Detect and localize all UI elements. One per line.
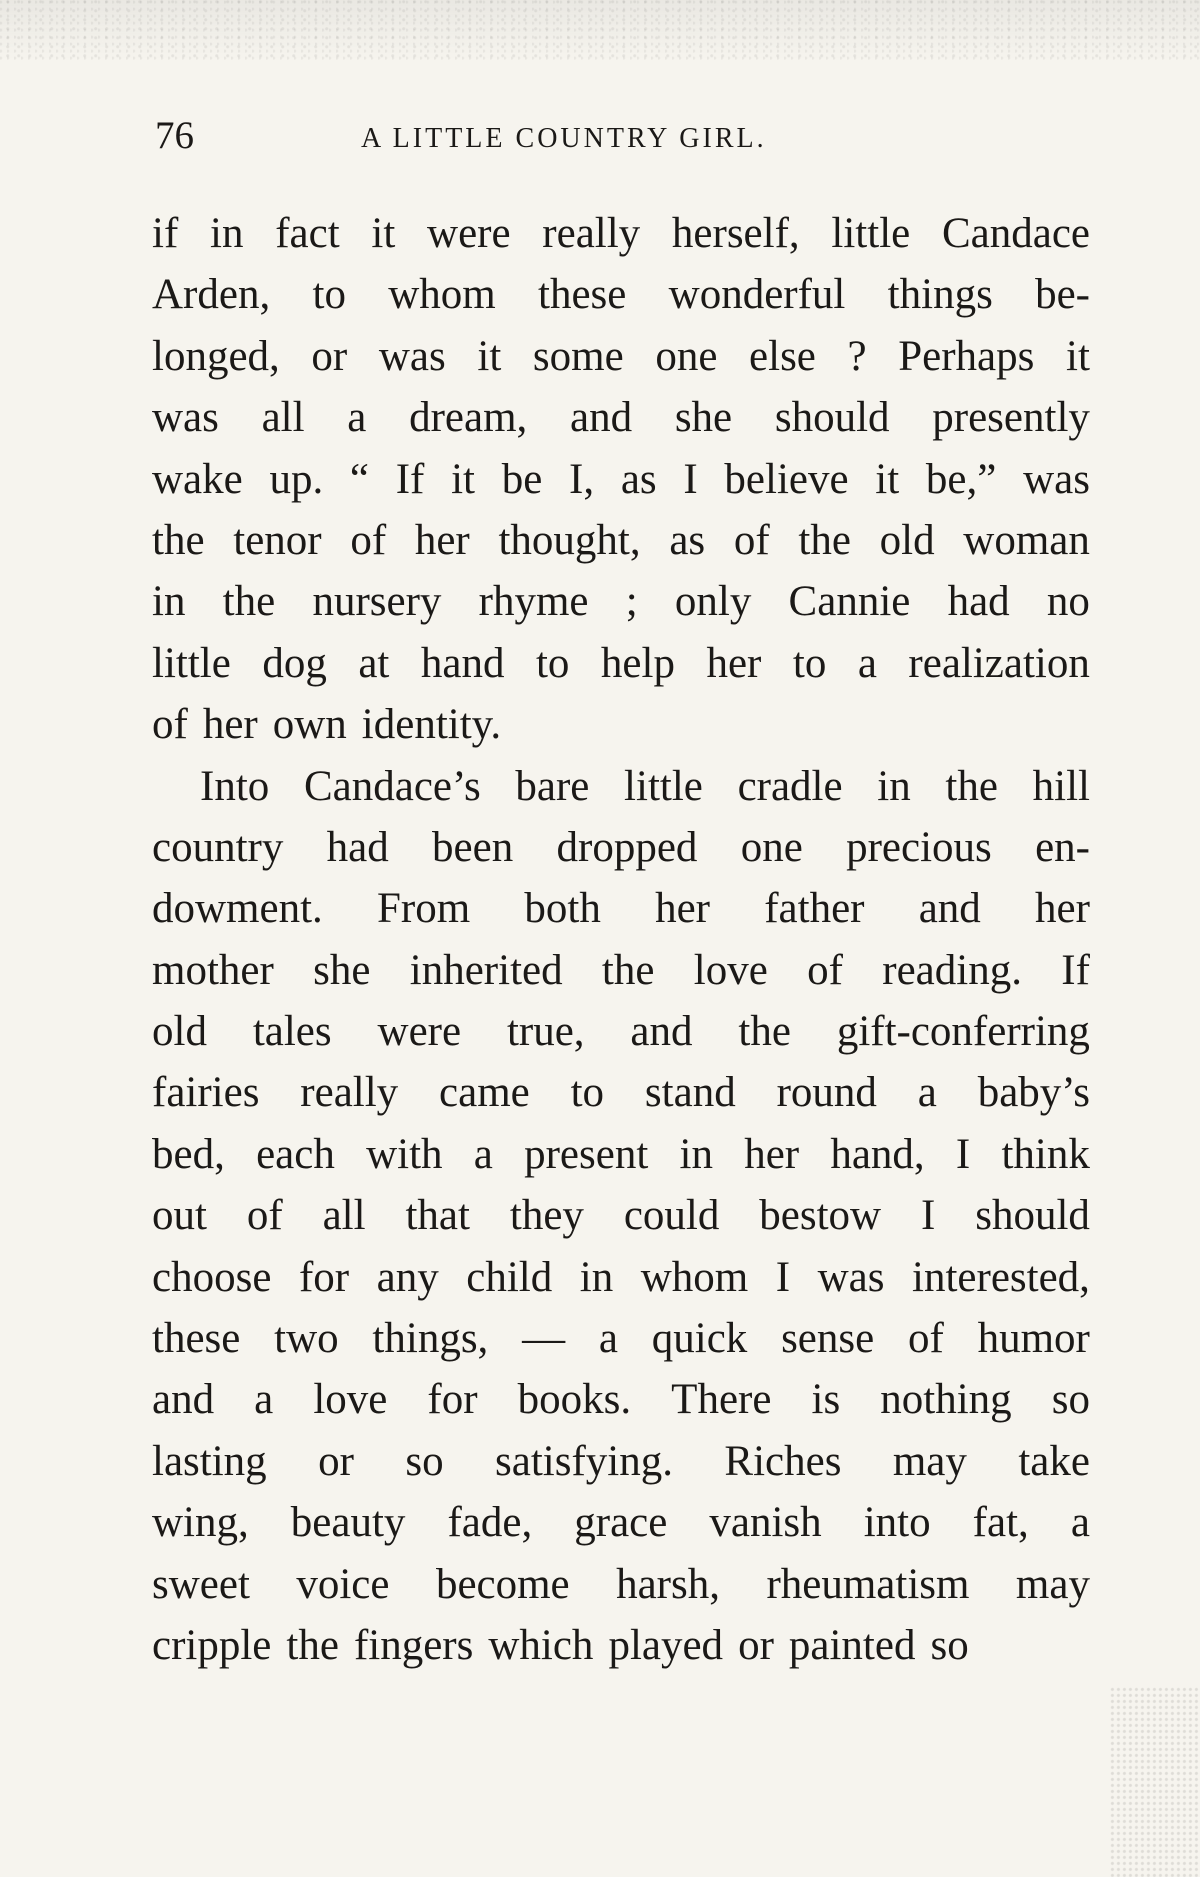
text-line <box>152 387 1090 448</box>
word: to <box>312 271 346 319</box>
word: or <box>738 1621 774 1669</box>
word: identity. <box>361 701 502 749</box>
word: with <box>366 1130 443 1178</box>
text-line <box>152 1062 1090 1123</box>
word: had <box>326 823 389 871</box>
word: wing, <box>152 1499 249 1547</box>
word: a <box>347 394 367 442</box>
word: be <box>501 455 543 503</box>
word: should <box>774 394 890 442</box>
word: help <box>600 639 675 687</box>
word: played <box>608 1621 724 1669</box>
word: own <box>272 701 347 749</box>
word: or <box>311 332 348 380</box>
word: ? <box>847 332 867 380</box>
word: be,” <box>925 455 997 503</box>
word: nursery <box>312 578 442 626</box>
word: fact <box>275 210 340 257</box>
word: Into <box>200 762 270 810</box>
word: all <box>261 394 305 442</box>
text-line <box>152 694 1090 755</box>
word: two <box>274 1315 339 1363</box>
word: to <box>570 1069 605 1117</box>
word: quick <box>651 1315 748 1363</box>
word: it <box>451 455 475 503</box>
word: “ <box>349 455 370 503</box>
word: really <box>300 1069 399 1117</box>
word: at <box>358 639 390 687</box>
word: as <box>620 455 657 503</box>
word: her <box>744 1130 800 1178</box>
word: was <box>152 394 219 442</box>
word: the <box>601 946 655 994</box>
word: en- <box>1035 823 1090 871</box>
text-line <box>152 878 1090 939</box>
word: old <box>152 1008 207 1056</box>
word: books. <box>517 1376 632 1424</box>
word: presently <box>932 394 1090 442</box>
word: baby’s <box>977 1069 1090 1117</box>
word: may <box>1015 1560 1090 1608</box>
word: child <box>466 1253 553 1301</box>
word: interested, <box>912 1253 1090 1301</box>
word: they <box>509 1192 584 1240</box>
word: Candace’s <box>303 762 481 810</box>
word: it <box>875 455 900 503</box>
text-line <box>152 756 1090 817</box>
word: so <box>1051 1376 1090 1424</box>
text-line <box>152 1247 1090 1308</box>
word: nothing <box>880 1376 1012 1424</box>
text-line <box>152 1124 1090 1185</box>
word: hand, <box>830 1130 925 1178</box>
word: humor <box>977 1315 1090 1363</box>
page-number: 76 <box>155 114 194 157</box>
word: in <box>210 210 244 257</box>
word: dowment. <box>152 885 323 933</box>
word: should <box>975 1192 1090 1240</box>
text-line <box>152 1308 1090 1369</box>
word: herself, <box>671 210 800 257</box>
word: fingers <box>353 1621 474 1669</box>
word: her <box>655 885 710 933</box>
word: I <box>955 1130 971 1178</box>
word: a <box>1070 1499 1090 1547</box>
word: little <box>624 762 703 810</box>
word: father <box>764 885 865 933</box>
word: realization <box>908 639 1090 687</box>
word: dropped <box>556 823 698 871</box>
word: so <box>930 1621 969 1669</box>
word: bare <box>515 762 590 810</box>
word: true, <box>506 1008 585 1056</box>
word: both <box>524 885 601 933</box>
text-line <box>152 510 1090 571</box>
word: old <box>879 516 935 564</box>
paragraph-2 <box>152 756 1090 1677</box>
word: vanish <box>709 1499 822 1547</box>
text-line <box>152 1492 1090 1553</box>
word: some <box>532 332 624 380</box>
word: in <box>152 578 186 626</box>
word: of <box>350 516 387 564</box>
text-line <box>152 326 1090 387</box>
text-line <box>152 1185 1090 1246</box>
word: it <box>371 210 396 257</box>
word: the <box>286 1621 339 1669</box>
word: longed, <box>152 332 280 380</box>
text-line <box>152 1369 1090 1430</box>
word: a <box>254 1376 274 1424</box>
text-line <box>152 203 1090 264</box>
text-line <box>152 1001 1090 1062</box>
word: she <box>313 946 371 994</box>
word: no <box>1046 578 1090 626</box>
word: the <box>152 516 205 564</box>
word: dream, <box>409 394 528 442</box>
word: voice <box>296 1560 390 1608</box>
word: of <box>908 1315 944 1363</box>
page-corner-speckle <box>1110 1687 1200 1877</box>
word: into <box>863 1499 931 1547</box>
word: in <box>877 762 911 810</box>
word: the <box>738 1008 791 1056</box>
word: choose <box>152 1253 272 1301</box>
word: things <box>887 271 993 319</box>
word: tenor <box>233 516 322 564</box>
word: whom <box>388 271 496 319</box>
word: fat, <box>972 1499 1029 1547</box>
word: and <box>152 1376 215 1424</box>
word: be- <box>1035 271 1090 319</box>
word: Cannie <box>788 578 911 626</box>
word: any <box>376 1253 439 1301</box>
word: were <box>427 210 511 257</box>
word: whom <box>640 1253 749 1301</box>
word: her <box>414 516 470 564</box>
word: really <box>542 210 641 257</box>
word: in <box>579 1253 614 1301</box>
word: fade, <box>447 1499 533 1547</box>
word: cradle <box>737 762 843 810</box>
word: take <box>1018 1437 1090 1485</box>
word: these <box>152 1315 241 1363</box>
word: mother <box>152 946 274 994</box>
text-line <box>152 1615 1090 1676</box>
word: From <box>377 885 471 933</box>
word: I <box>921 1192 936 1240</box>
word: else <box>749 332 816 380</box>
word: as <box>669 516 706 564</box>
word: round <box>776 1069 877 1117</box>
word: that <box>405 1192 470 1240</box>
word: There <box>671 1376 772 1424</box>
word: a <box>857 639 877 687</box>
word: things, <box>372 1315 489 1363</box>
word: a <box>473 1130 493 1178</box>
word: become <box>435 1560 570 1608</box>
word: dog <box>262 639 327 687</box>
word: If <box>1061 946 1090 994</box>
text-line <box>152 940 1090 1001</box>
word: so <box>405 1437 444 1485</box>
word: little <box>831 210 911 257</box>
running-title: A LITTLE COUNTRY GIRL. <box>361 123 767 154</box>
word: rhyme <box>478 578 589 626</box>
word: I <box>775 1253 791 1301</box>
word: were <box>377 1008 462 1056</box>
word: and <box>918 885 981 933</box>
word: harsh, <box>616 1560 720 1608</box>
word: tales <box>252 1008 332 1056</box>
word: the <box>798 516 851 564</box>
word: the <box>222 578 276 626</box>
word: she <box>674 394 733 442</box>
word: wake <box>152 455 243 503</box>
word: believe <box>724 455 849 503</box>
word: love <box>693 946 768 994</box>
word: fairies <box>152 1069 260 1117</box>
word: — <box>522 1315 566 1363</box>
word: bestow <box>759 1192 882 1240</box>
word: satisfying. <box>495 1437 673 1485</box>
word: was <box>378 332 446 380</box>
word: think <box>1001 1130 1090 1178</box>
word: a <box>917 1069 937 1117</box>
word: which <box>488 1621 594 1669</box>
word: to <box>535 639 570 687</box>
word: Arden, <box>152 271 271 319</box>
word: inherited <box>409 946 563 994</box>
word: rheumatism <box>766 1560 970 1608</box>
word: only <box>674 578 752 626</box>
word: one <box>655 332 718 380</box>
word: is <box>811 1376 841 1424</box>
word: her <box>1035 885 1090 933</box>
word: her <box>706 639 762 687</box>
word: cripple <box>152 1621 272 1669</box>
word: present <box>524 1130 649 1178</box>
word: lasting <box>152 1437 267 1485</box>
word: If <box>395 455 425 503</box>
word: woman <box>963 516 1090 564</box>
word: I <box>683 455 698 503</box>
word: of <box>807 946 843 994</box>
word: Riches <box>724 1437 842 1485</box>
word: each <box>256 1130 335 1178</box>
word: and <box>570 394 633 442</box>
word: sweet <box>152 1560 250 1608</box>
text-line <box>152 817 1090 878</box>
word: Perhaps <box>898 332 1035 380</box>
word: I, <box>569 455 595 503</box>
paragraph-1 <box>152 203 1090 756</box>
word: precious <box>846 823 992 871</box>
word: wonderful <box>668 271 846 319</box>
word: up. <box>269 455 324 503</box>
text-line <box>152 264 1090 325</box>
text-line <box>152 633 1090 694</box>
word: was <box>817 1253 885 1301</box>
word: thought, <box>498 516 641 564</box>
word: one <box>740 823 803 871</box>
text-line <box>152 449 1090 510</box>
body-text <box>152 203 1090 1676</box>
word: it <box>1066 332 1090 380</box>
word: her <box>202 701 258 749</box>
page-edge-speckle <box>0 0 1200 60</box>
word: love <box>313 1376 388 1424</box>
word: may <box>892 1437 967 1485</box>
word: it <box>477 332 502 380</box>
word: of <box>246 1192 283 1240</box>
word: had <box>947 578 1010 626</box>
word: Candace <box>941 210 1090 257</box>
word: to <box>792 639 827 687</box>
word: ; <box>625 578 638 626</box>
word: out <box>152 1192 207 1240</box>
word: in <box>679 1130 713 1178</box>
word: came <box>439 1069 530 1117</box>
word: the <box>945 762 998 810</box>
word: country <box>152 823 284 871</box>
word: hill <box>1032 762 1090 810</box>
text-line <box>152 571 1090 632</box>
page-header <box>155 112 1090 160</box>
word: reading. <box>882 946 1022 994</box>
word: was <box>1023 455 1090 503</box>
word: of <box>152 701 188 749</box>
word: painted <box>788 1621 916 1669</box>
word: all <box>322 1192 366 1240</box>
word: gift-conferring <box>836 1008 1090 1056</box>
word: stand <box>644 1069 736 1117</box>
word: sense <box>781 1315 875 1363</box>
word: and <box>630 1008 693 1056</box>
text-line <box>152 1554 1090 1615</box>
word: for <box>427 1376 478 1424</box>
word: bed, <box>152 1130 225 1178</box>
word: beauty <box>290 1499 406 1547</box>
word: for <box>298 1253 350 1301</box>
word: or <box>318 1437 354 1485</box>
word: hand <box>420 639 505 687</box>
word: could <box>623 1192 720 1240</box>
text-line <box>152 1431 1090 1492</box>
word: these <box>538 271 627 319</box>
word: of <box>733 516 770 564</box>
word: if <box>152 210 179 257</box>
word: been <box>432 823 514 871</box>
word: little <box>152 639 231 687</box>
word: grace <box>574 1499 668 1547</box>
word: a <box>598 1315 618 1363</box>
